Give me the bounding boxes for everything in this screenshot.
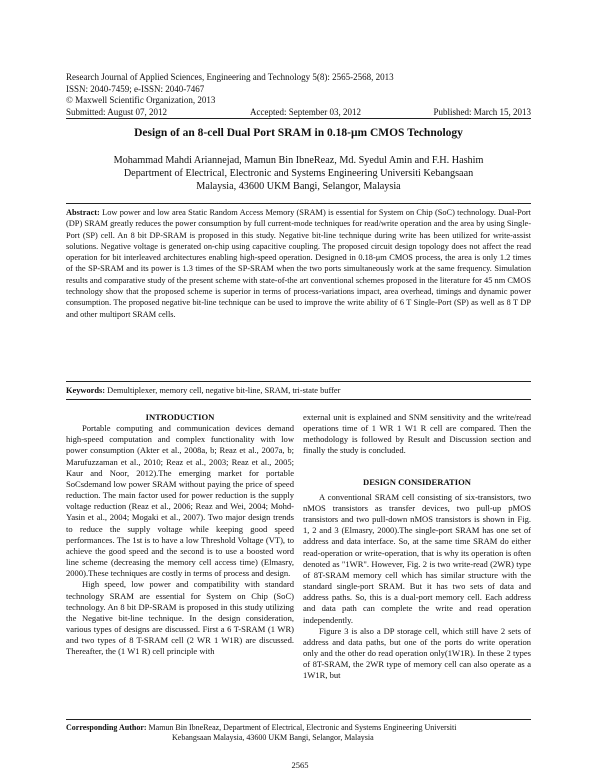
- affiliation-line-2: Malaysia, 43600 UKM Bangi, Selangor, Malaysia: [196, 181, 401, 192]
- corresponding-text-2: Kebangsaan Malaysia, 43600 UKM Bangi, Selangor, Malaysia: [172, 733, 374, 742]
- published-date: Published: March 15, 2013: [433, 107, 531, 117]
- design-heading: DESIGN CONSIDERATION: [362, 476, 471, 487]
- abstract-top-rule: [66, 203, 531, 204]
- design-paragraph-1: A conventional SRAM cell consisting of six-transistors, two nMOS transistors as transfer devices, two pull-up pMOS transistors and two pull-down nMOS transistors is shown in Fig. 1, 2 and 3 (Elmasry, 2000).The single-port SRAM has one set of address and data interface. So, at the same time SRAM do either read-operation or write-operation, that is why its operation is often denoted as "1WR". However, Fig. 2 is two write-read (2WR) type of 8T-SRAM memory cell which has similar structure with the standard single-port SRAM. But it has two sets of data and address paths. So, this is a dual-port memory cell. Each address and data path can complete the write and read operation independently.: [303, 491, 531, 625]
- journal-citation: Research Journal of Applied Sciences, Engineering and Technology 5(8): 2565-2568, 2013: [66, 72, 394, 82]
- abstract: [66, 207, 531, 320]
- keywords: [66, 386, 531, 395]
- page-number: 2565: [291, 760, 309, 770]
- keywords-rule: [66, 399, 531, 400]
- affiliation-line-1: Department of Electrical, Electronic and Systems Engineering Universiti Kebangsaan: [123, 168, 474, 179]
- intro-paragraph-1: Portable computing and communication devices demand high-speed computation and complex functionality with low power consumption (Akter et al., 2008a, b; Reaz et al., 2007a, b; Marufuzzaman et al., 2010; Reaz et al., 2003; Reaz et al., 2005; Kaur and Noor, 2012).The emerging market for portable SoCsdemand low power SRAM without paying the price of speed reduction. The main factor used for power reduction is the supply voltage reduction (Reaz et al., 2006; Reaz and Wei, 2004; Mohd-Yasin et al., 2004; Mogaki et al., 2007). Two major design trends to reduce the supply voltage while keeping good speed performances. The 1st is to have a low Threshold Voltage (VT), to achieve the good speed and the second is to use a boosted word line scheme (decreasing the memory cell access time) (Elmasry, 2000).These techniques are costly in terms of process and design.: [66, 423, 294, 579]
- footnote-rule: [66, 719, 531, 720]
- intro-paragraph-3: external unit is explained and SNM sensitivity and the write/read operations time of 1 WR 1 W1 R cell are compared. Then the methodology is followed by Result and Discussion section and finally the study is concluded.: [303, 412, 531, 456]
- abstract-bottom-rule: [66, 381, 531, 382]
- keywords-text: Demultiplexer, memory cell, negative bit-line, SRAM, tri-state buffer: [105, 386, 341, 395]
- introduction-heading: INTRODUCTION: [145, 412, 215, 422]
- copyright-line: © Maxwell Scientific Organization, 2013: [66, 95, 216, 105]
- keywords-label: Keywords:: [66, 386, 106, 395]
- corresponding-author: [66, 723, 531, 743]
- intro-paragraph-2: High speed, low power and compatibility with standard technology SRAM are essential for System on Chip (SoC) technology. An 8 bit DP-SRAM is proposed in this study utilizing the Negative bit-line technique. In the design consideration, various types of designs are discussed. First a 6 T-SRAM (1 WR) and two types of 8 T-SRAM cell (2 WR 1 W1R) are discussed. Thereafter, the (1 W1 R) cell principle with: [66, 579, 294, 657]
- issn-line: ISSN: 2040-7459; e-ISSN: 2040-7467: [66, 83, 205, 94]
- paper-title: Design of an 8-cell Dual Port SRAM in 0.18-μm CMOS Technology: [134, 127, 463, 139]
- author-names: Mohammad Mahdi Ariannejad, Mamun Bin IbneReaz, Md. Syedul Amin and F.H. Hashim: [113, 155, 484, 166]
- submitted-date: Submitted: August 07, 2012: [66, 107, 168, 117]
- header-rule: [66, 118, 531, 119]
- design-paragraph-2: Figure 3 is also a DP storage cell, which still have 2 sets of address and data paths, but one of the ports do write operation only and the other do read operation only(1W1R). In these 2 types of 8T-SRAM, the 2WR type of memory cell can also operate as a 1W1R, but: [303, 625, 531, 681]
- journal-header: [66, 72, 394, 107]
- accepted-date: Accepted: September 03, 2012: [250, 107, 361, 117]
- left-column: [66, 412, 294, 657]
- right-column: [303, 412, 531, 681]
- author-block: [66, 154, 531, 193]
- abstract-text: Low power and low area Static Random Access Memory (SRAM) is essential for System on Chip (SoC) technology. Dual-Port (DP) SRAM greatly reduces the power consumption by full current-mode techniques for read/write operation and the area by using Single-Port (SP) cell. An 8 bit DP-SRAM is proposed in this study. Negative bit-line technique during write has been utilized for write-assist solutions. Negative voltage is generated on-chip using capacitive coupling. The proposed circuit design topology does not affect the read operation for bit interleaved architectures enabling high-speed operation. Designed in 0.18-μm CMOS process, the area is only 1.2 times of the SP-SRAM and its power is 1.3 times of the SP-SRAM when the two ports simultaneously work at the same frequency. Simulation results and comparative study of the present scheme with state-of-the art conventional schemes proposed in the literature for 45 nm CMOS technology show that the proposed scheme is superior in terms of process-variations impact, area overhead, timings and dynamic power consumption. The proposed negative bit-line technique can be used to improve the write ability of 6 T Single-Port (SP) as well as 8 T DP and other multiport SRAM cells.: [66, 208, 531, 319]
- abstract-label: Abstract:: [66, 208, 100, 217]
- corresponding-label: Corresponding Author:: [66, 723, 147, 732]
- corresponding-text: Mamun Bin IbneReaz, Department of Electrical, Electronic and Systems Engineering Universiti: [146, 723, 457, 732]
